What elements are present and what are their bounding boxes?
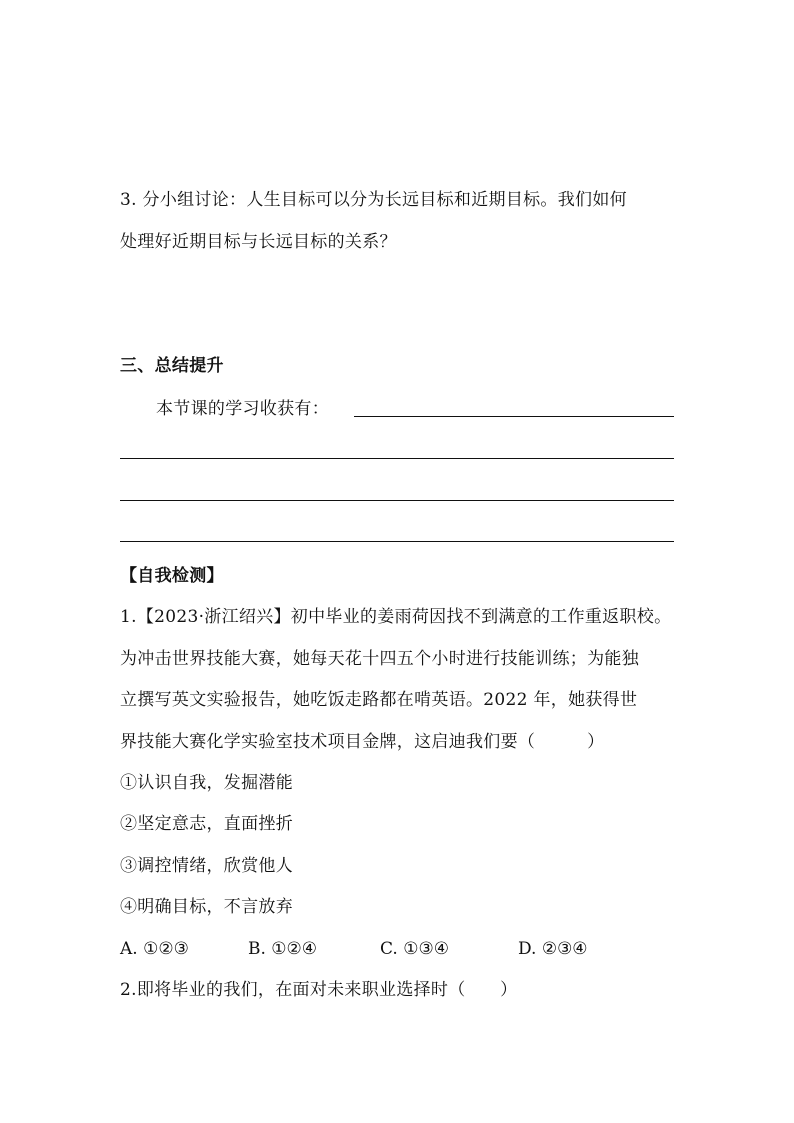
question-1-option-b[interactable]: B. ①②④ xyxy=(248,939,318,959)
question-1-option-a[interactable]: A. ①②③ xyxy=(120,939,189,959)
question-1-statement-3: ③调控情绪，欣赏他人 xyxy=(120,856,293,876)
question-1-option-c[interactable]: C. ①③④ xyxy=(380,939,449,959)
summary-heading: 三、总结提升 xyxy=(120,356,224,376)
question-2-line-1: 2.即将毕业的我们，在面对未来职业选择时（ ） xyxy=(120,980,518,1000)
discussion-question-line-2: 处理好近期目标与长远目标的关系？ xyxy=(120,232,397,252)
question-1-line-1: 1.【2023·浙江绍兴】初中毕业的姜雨荷因找不到满意的工作重返职校。 xyxy=(120,607,672,627)
self-check-heading: 【自我检测】 xyxy=(120,566,224,586)
summary-answer-blank-3[interactable] xyxy=(120,500,674,501)
question-1-statement-2: ②坚定意志，直面挫折 xyxy=(120,814,293,834)
summary-answer-blank-4[interactable] xyxy=(120,541,674,542)
question-1-line-4: 界技能大赛化学实验室技术项目金牌，这启迪我们要（ ） xyxy=(120,732,605,752)
discussion-question-line-1: 3. 分小组讨论：人生目标可以分为长远目标和近期目标。我们如何 xyxy=(120,190,627,210)
summary-answer-blank-1[interactable] xyxy=(354,416,674,417)
summary-answer-blank-2[interactable] xyxy=(120,458,674,459)
question-1-statement-4: ④明确目标，不言放弃 xyxy=(120,897,293,917)
question-1-option-d[interactable]: D. ②③④ xyxy=(518,939,588,959)
question-1-line-2: 为冲击世界技能大赛，她每天花十四五个小时进行技能训练；为能独 xyxy=(120,649,639,669)
question-1-statement-1: ①认识自我，发掘潜能 xyxy=(120,773,293,793)
question-1-line-3: 立撰写英文实验报告，她吃饭走路都在啃英语。2022 年，她获得世 xyxy=(120,690,638,710)
summary-prompt: 本节课的学习收获有： xyxy=(156,399,329,419)
